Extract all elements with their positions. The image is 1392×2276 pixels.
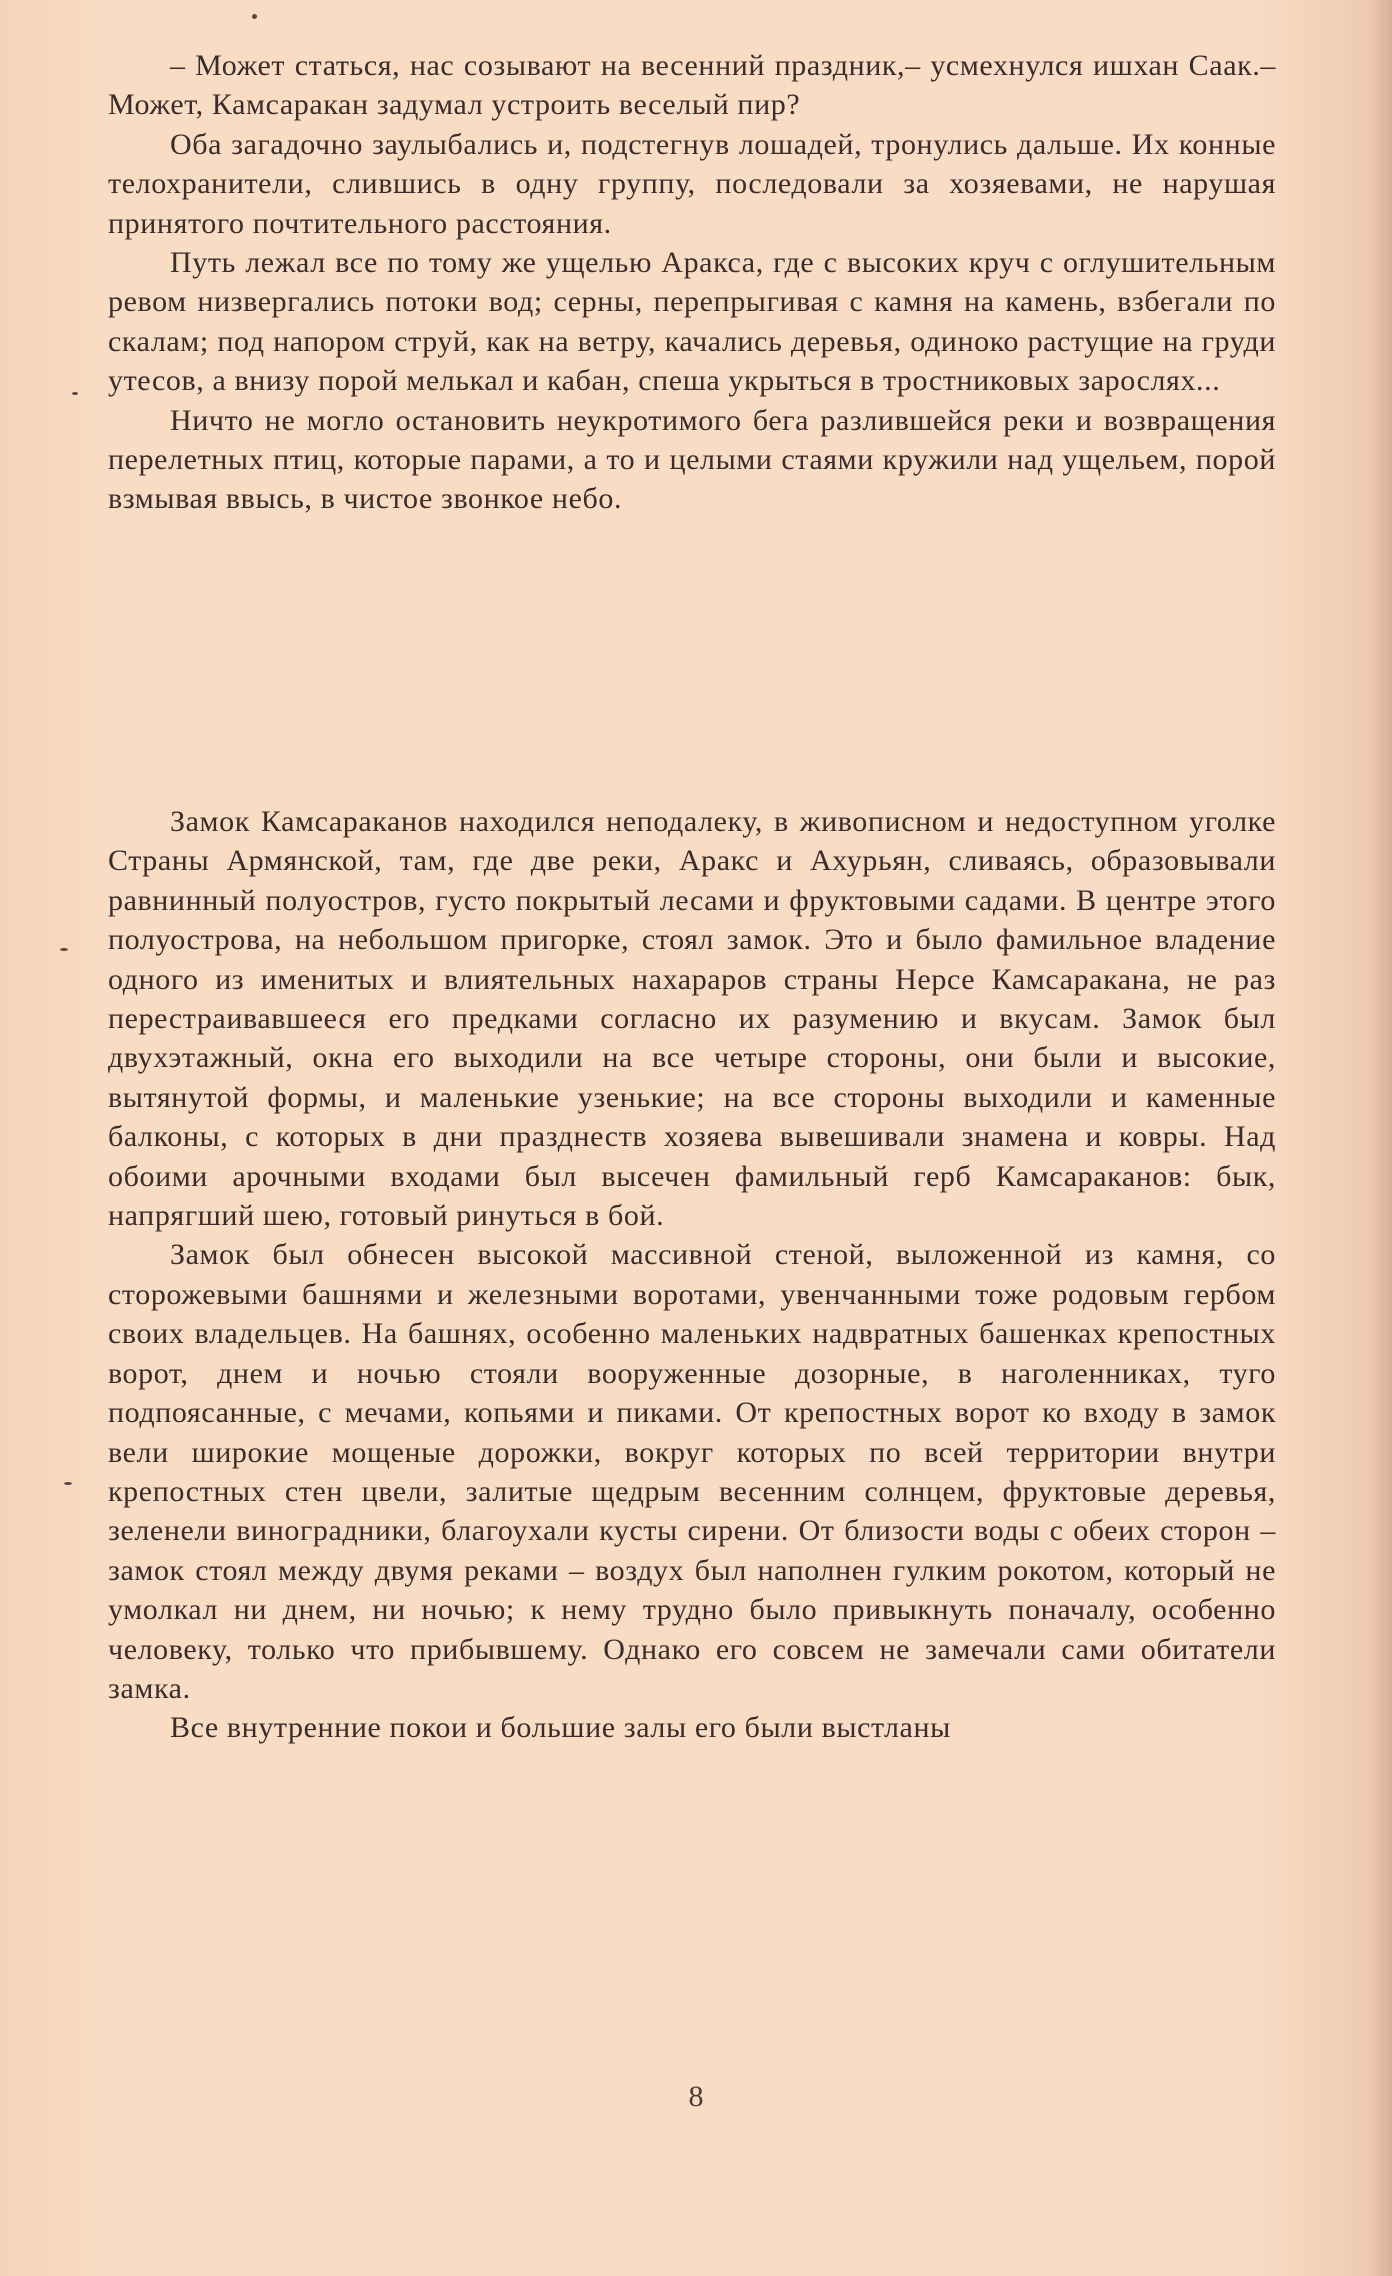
- paragraph: Оба загадочно заулыбались и, подстегнув лошадей, тронулись дальше. Их конные телохранители, слившись в одну группу, последовали за хозяевами, не нарушая принятого почтительного расстояния.: [108, 127, 1276, 240]
- text-section-2: [108, 802, 1276, 1748]
- page-edge-shadow: [1370, 0, 1392, 2276]
- paragraph: Замок Камсараканов находился неподалеку, в живописном и недоступном уголке Страны Армянской, там, где две реки, Аракс и Ахурьян, сливаясь, образовывали равнинный полуостров, густо покрытый лесами и фруктовыми садами. В центре этого полуострова, на небольшом пригорке, стоял замок. Это и было фамильное владение одного из именитых и влиятельных нахараров страны Нерсе Камсаракана, не раз перестраивавшееся его предками согласно их разумению и вкусам. Замок был двухэтажный, окна его выходили на все четыре стороны, они были и высокие, вытянутой формы, и маленькие узенькие; на все стороны выходили и каменные балконы, с которых в дни празднеств хозяева вывешивали знамена и ковры. Над обоими арочными входами был высечен фамильный герб Камсараканов: бык, напрягший шею, готовый ринуться в бой.: [108, 805, 1276, 1233]
- ink-speck: [252, 14, 257, 19]
- ink-speck: [72, 392, 78, 395]
- paragraph: Ничто не могло остановить неукротимого бега разлившейся реки и возвращения перелетных птиц, которые парами, а то и целыми стаями кружили над ущельем, порой взмывая ввысь, в чистое звонкое небо.: [108, 403, 1276, 516]
- paragraph: Замок был обнесен высокой массивной стеной, выложенной из камня, со сторожевыми башнями и железными воротами, увенчанными тоже родовым гербом своих владельцев. На башнях, особенно маленьких надвратных башенках крепостных ворот, днем и ночью стояли вооруженные дозорные, в наголенниках, туго подпоясанные, с мечами, копьями и пиками. От крепостных ворот ко входу в замок вели широкие мощеные дорожки, вокруг которых по всей территории внутри крепостных стен цвели, залитые щедрым весенним солнцем, фруктовые деревья, зеленели виноградники, благоухали кусты сирени. От близости воды с обеих сторон – замок стоял между двумя реками – воздух был наполнен гулким рокотом, который не умолкал ни днем, ни ночью; к нему трудно было привыкнуть поначалу, особенно человеку, только что прибывшему. Однако его совсем не замечали сами обитатели замка.: [108, 1238, 1276, 1705]
- paragraph: Все внутренние покои и большие залы его были выстланы: [170, 1711, 951, 1745]
- paragraph: – Может статься, нас созывают на весенний праздник,– усмехнулся ишхан Саак.– Может, Камсаракан задумал устроить веселый пир?: [108, 49, 1276, 122]
- ink-speck: [60, 948, 68, 951]
- ink-speck: [64, 1482, 72, 1485]
- text-section-1: [108, 46, 1276, 519]
- paragraph: Путь лежал все по тому же ущелью Аракса, где с высоких круч с оглушительным ревом низвергались потоки вод; серны, перепрыгивая с камня на камень, взбегали по скалам; под напором струй, как на ветру, качались деревья, одиноко растущие на груди утесов, а внизу порой мелькал и кабан, спеша укрыться в тростниковых зарослях...: [108, 246, 1276, 398]
- page-number: 8: [688, 2080, 704, 2113]
